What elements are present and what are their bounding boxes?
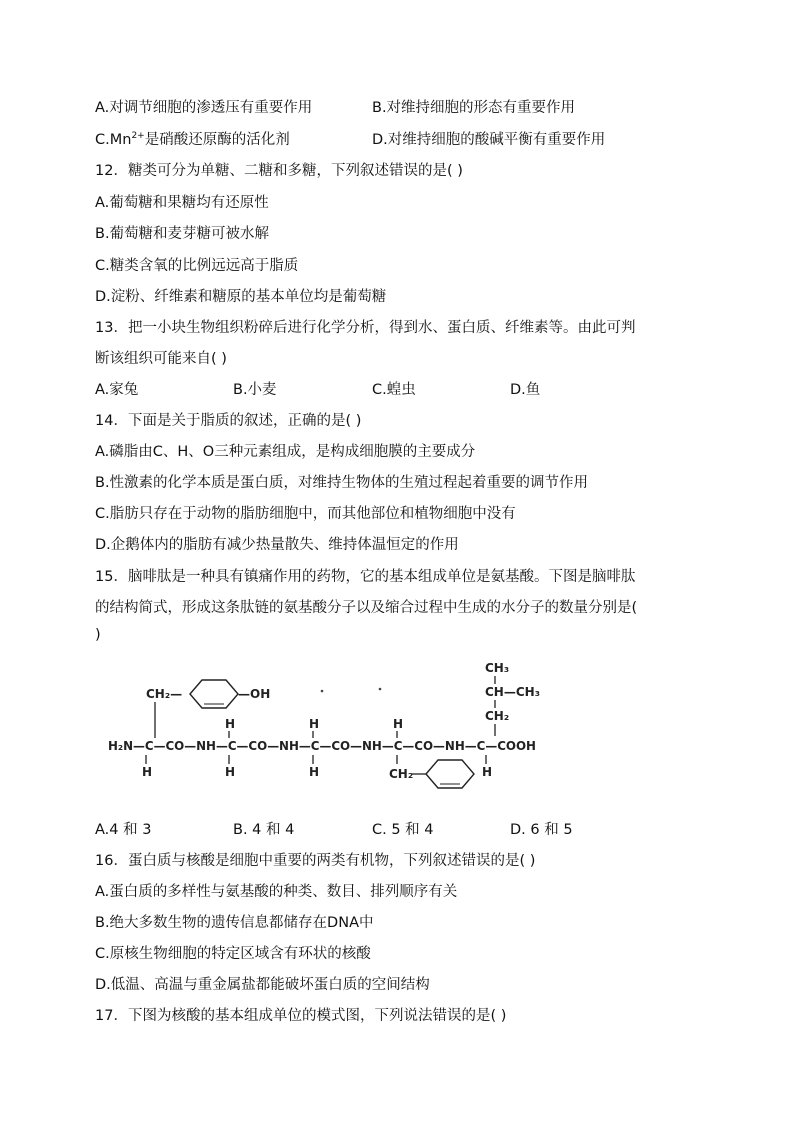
q15-option-d: D. 6 和 5 bbox=[510, 822, 573, 838]
q15-option-b: B. 4 和 4 bbox=[233, 822, 295, 838]
leu-ch2: CH₂ bbox=[485, 709, 510, 723]
h-bottom-c5: H bbox=[482, 765, 493, 779]
q16-stem: 16．蛋白质与核酸是细胞中重要的两类有机物，下列叙述错误的是( ) bbox=[95, 853, 536, 869]
h-top-c2: H bbox=[225, 717, 236, 731]
q11-options-cd bbox=[0, 128, 794, 148]
q13-option-c: C.蝗虫 bbox=[372, 382, 416, 398]
q12-option-c: C.糖类含氧的比例远远高于脂质 bbox=[95, 258, 299, 274]
h-bottom-c1: H bbox=[142, 765, 153, 779]
q14-option-d: D.企鹅体内的脂肪有减少热量散失、维持体温恒定的作用 bbox=[95, 537, 459, 553]
q11-options-ab bbox=[0, 96, 794, 116]
q12-option-d: D.淀粉、纤维素和糖原的基本单位均是葡萄糖 bbox=[95, 289, 387, 305]
q14-option-b: B.性激素的化学本质是蛋白质，对维持生物体的生殖过程起着重要的调节作用 bbox=[95, 475, 589, 491]
q12-option-a: A.葡萄糖和果糖均有还原性 bbox=[95, 195, 269, 211]
q16-option-a: A.蛋白质的多样性与氨基酸的种类、数目、排列顺序有关 bbox=[95, 884, 458, 900]
q16-option-d: D.低温、高温与重金属盐都能破坏蛋白质的空间结构 bbox=[95, 977, 430, 993]
q13-stem-line2: 断该组织可能来自( ) bbox=[95, 351, 227, 367]
q11-option-b: B.对维持细胞的形态有重要作用 bbox=[372, 100, 576, 116]
q11-option-c: $C.Mn^{2+}$是硝酸还原酶的活化剂 bbox=[95, 131, 290, 148]
q14-stem: 14．下面是关于脂质的叙述，正确的是( ) bbox=[95, 413, 362, 429]
leu-ch3-top: CH₃ bbox=[485, 661, 510, 675]
peptide-backbone: H₂N—C—CO—NH—C—CO—NH—C—CO—NH—C—CO—NH—C—COOH bbox=[108, 739, 536, 753]
q15-option-a: A.4 和 3 bbox=[95, 822, 152, 838]
q11-option-a: A.对调节细胞的渗透压有重要作用 bbox=[95, 100, 313, 116]
q16-option-c: C.原核生物细胞的特定区域含有环状的核酸 bbox=[95, 946, 371, 962]
h-bottom-c2: H bbox=[225, 765, 236, 779]
enkephalin-structure-diagram bbox=[100, 658, 560, 798]
q15-stem-line1: 15．脑啡肽是一种具有镇痛作用的药物，它的基本组成单位是氨基酸。下图是脑啡肽 bbox=[95, 569, 636, 585]
q13-option-b: B.小麦 bbox=[233, 382, 277, 398]
q15-option-c: C. 5 和 4 bbox=[372, 822, 434, 838]
h-top-c4: H bbox=[393, 717, 404, 731]
h-bottom-c3: H bbox=[309, 765, 320, 779]
q11-option-d: D.对维持细胞的酸碱平衡有重要作用 bbox=[372, 132, 606, 148]
tyr-hydroxyl: —OH bbox=[238, 687, 271, 701]
q13-stem-line1: 13．把一小块生物组织粉碎后进行化学分析，得到水、蛋白质、纤维素等。由此可判 bbox=[95, 320, 636, 336]
q13-options bbox=[0, 378, 794, 398]
q14-option-a: A.磷脂由C、H、O三种元素组成，是构成细胞膜的主要成分 bbox=[95, 444, 476, 460]
q15-stem-line3: ) bbox=[95, 627, 101, 643]
q13-option-a: A.家兔 bbox=[95, 382, 139, 398]
q15-stem-line2: 的结构简式，形成这条肽链的氨基酸分子以及缩合过程中生成的水分子的数量分别是( bbox=[95, 600, 638, 616]
q16-option-b: B.绝大多数生物的遗传信息都储存在DNA中 bbox=[95, 915, 374, 931]
q15-options bbox=[0, 818, 794, 838]
q13-option-d: D.鱼 bbox=[510, 382, 541, 398]
h-top-c3: H bbox=[309, 717, 320, 731]
phe-ch2: CH₂ bbox=[389, 767, 414, 781]
q12-stem: 12．糖类可分为单糖、二糖和多糖，下列叙述错误的是( ) bbox=[95, 163, 463, 179]
q17-stem: 17．下图为核酸的基本组成单位的模式图，下列说法错误的是( ) bbox=[95, 1008, 507, 1024]
tyr-ch2: CH₂— bbox=[146, 687, 183, 701]
q14-option-c: C.脂肪只存在于动物的脂肪细胞中，而其他部位和植物细胞中没有 bbox=[95, 506, 516, 522]
q12-option-b: B.葡萄糖和麦芽糖可被水解 bbox=[95, 226, 270, 242]
leu-ch-ch3: CH—CH₃ bbox=[485, 685, 540, 699]
